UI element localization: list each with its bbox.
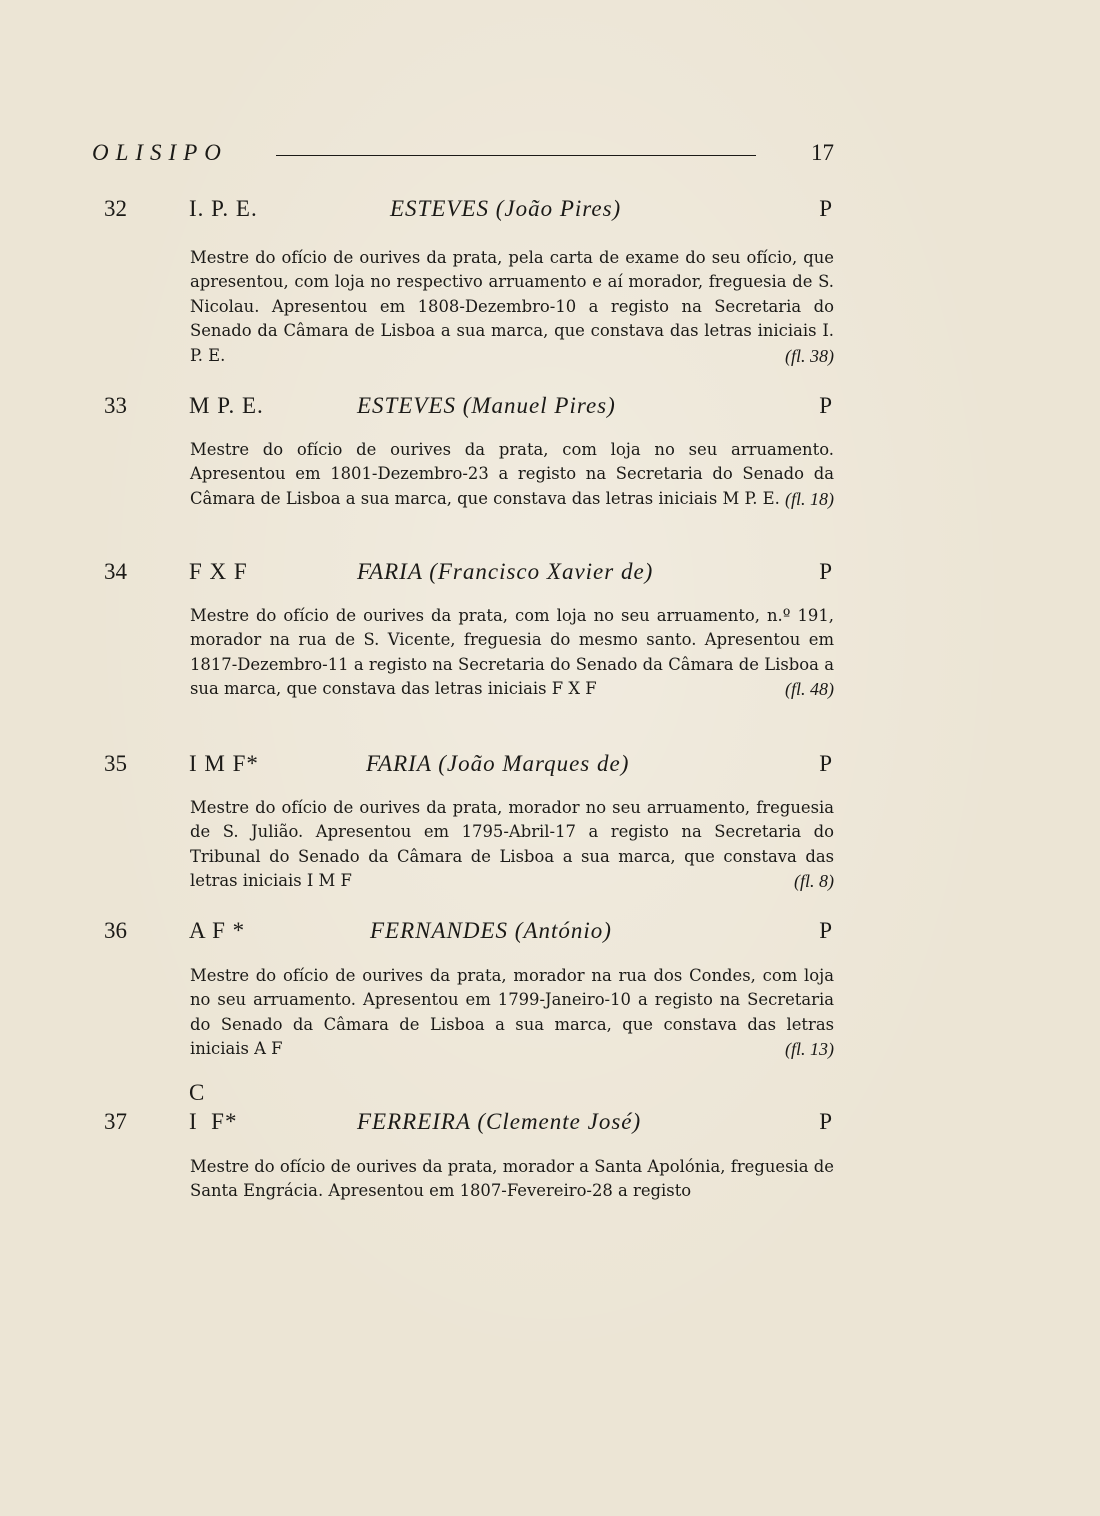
entry-description: Mestre do ofício de ourives da prata, com loja no seu arruamento. Apresentou em 1801-Dezembro-23 a registo na Secretaria do Senado da Câmara de Lisboa a sua marca, que constava das letras iniciais M P. E. [190, 440, 834, 508]
entry-name: FERNANDES (António) [370, 918, 612, 943]
entry-mark: F X F [189, 559, 248, 584]
entry-grade: P [819, 1109, 832, 1134]
entry-text [190, 1155, 834, 1204]
entry-mark: M P. E. [189, 393, 264, 418]
entry-grade: P [819, 196, 832, 221]
entry-text [190, 246, 834, 368]
journal-title: OLISIPO [92, 140, 228, 165]
entry-number: 32 [104, 196, 127, 221]
folio-reference: (fl. 13) [785, 1039, 834, 1060]
entry-name: ESTEVES (Manuel Pires) [357, 393, 616, 418]
entry-description: Mestre do ofício de ourives da prata, pela carta de exame do seu ofício, que apresentou, com loja no respectivo arruamento e aí morador, freguesia de S. Nicolau. Apresentou em 1808-Dezembro-10 a registo na Secretaria do Senado da Câmara de Lisboa a sua marca, que constava das letras iniciais I. P. E. [190, 248, 834, 365]
entry-name: FARIA (João Marques de) [366, 751, 630, 776]
entry-32 [0, 196, 1100, 366]
entry-grade: P [819, 393, 832, 418]
entry-mark: I M F* [189, 751, 259, 776]
entry-description: Mestre do ofício de ourives da prata, com loja no seu arruamento, n.º 191, morador na rua de S. Vicente, freguesia do mesmo santo. Apresentou em 1817-Dezembro-11 a registo na Secretaria do Senado da Câmara de Lisboa a sua marca, que constava das letras iniciais F X F [190, 606, 834, 699]
entry-35 [0, 751, 1100, 892]
entry-name: ESTEVES (João Pires) [390, 196, 622, 221]
entry-34 [0, 559, 1100, 700]
page-number: 17 [811, 140, 834, 165]
entry-grade: P [819, 751, 832, 776]
entry-number: 37 [104, 1109, 127, 1134]
folio-reference: (fl. 8) [794, 871, 834, 892]
entry-text [190, 438, 834, 511]
entry-mark: I F* [189, 1109, 238, 1134]
folio-reference: (fl. 48) [785, 679, 834, 700]
entry-number: 33 [104, 393, 127, 418]
entry-37 [0, 1109, 1100, 1201]
entry-description: Mestre do ofício de ourives da prata, morador na rua dos Condes, com loja no seu arruamento. Apresentou em 1799-Janeiro-10 a registo na Secretaria do Senado da Câmara de Lisboa a sua marca, que constava das letras iniciais A F [190, 966, 834, 1059]
entry-number: 34 [104, 559, 127, 584]
entry-36 [0, 918, 1100, 1060]
entry-heading [0, 196, 1100, 228]
entry-mark-top-letter: C [189, 1080, 205, 1105]
entry-name: FARIA (Francisco Xavier de) [357, 559, 654, 584]
entry-grade: P [819, 559, 832, 584]
entry-mark: A F * [189, 918, 246, 943]
header-rule [276, 155, 756, 156]
entry-number: 36 [104, 918, 127, 943]
folio-reference: (fl. 38) [785, 345, 834, 366]
running-header [92, 140, 834, 170]
entry-name: FERREIRA (Clemente José) [357, 1109, 642, 1134]
entry-description: Mestre do ofício de ourives da prata, morador a Santa Apolónia, freguesia de Santa Engrácia. Apresentou em 1807-Fevereiro-28 a registo [190, 1157, 834, 1201]
entry-mark: I. P. E. [189, 196, 258, 221]
entry-grade: P [819, 918, 832, 943]
entry-number: 35 [104, 751, 127, 776]
entry-heading [0, 393, 1100, 425]
entry-heading [0, 1109, 1100, 1141]
entry-description: Mestre do ofício de ourives da prata, morador no seu arruamento, freguesia de S. Julião. Apresentou em 1795-Abril-17 a registo na Secretaria do Tribunal do Senado da Câmara de Lisboa a sua marca, que constava das letras iniciais I M F [190, 798, 834, 891]
entry-heading [0, 918, 1100, 950]
entry-heading [0, 751, 1100, 783]
entry-heading [0, 559, 1100, 591]
entry-text [190, 964, 834, 1062]
entry-33 [0, 393, 1100, 509]
entry-text [190, 604, 834, 702]
folio-reference: (fl. 18) [785, 488, 834, 509]
entry-text [190, 796, 834, 894]
